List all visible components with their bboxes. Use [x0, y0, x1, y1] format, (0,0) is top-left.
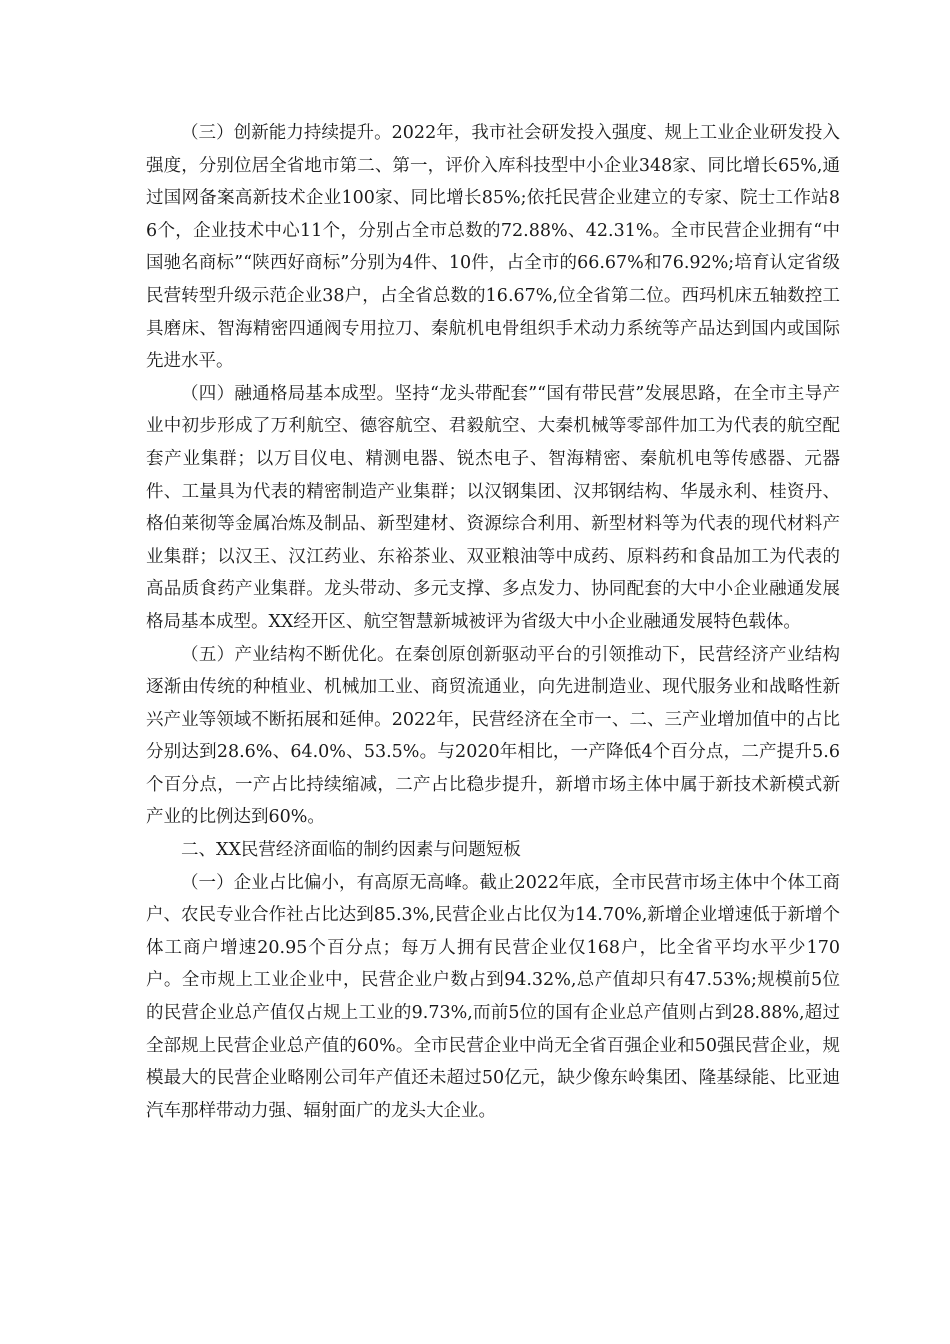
document-body	[146, 117, 840, 1127]
paragraph-industry-structure: （五）产业结构不断优化。在秦创原创新驱动平台的引领推动下，民营经济产业结构逐渐由传统的种植业、机械加工业、商贸流通业，向先进制造业、现代服务业和战略性新兴产业等领域不断拓展和延伸。2022年，民营经济在全市一、二、三产业增加值中的占比分别达到28.6%、64.0%、53.5%。与2020年相比，一产降低4个百分点，二产提升5.6个百分点，一产占比持续缩减，二产占比稳步提升，新增市场主体中属于新技术新模式新产业的比例达到60%。	[146, 644, 840, 828]
paragraph-innovation: （三）创新能力持续提升。2022年，我市社会研发投入强度、规上工业企业研发投入强度，分别位居全省地市第二、第一，评价入库科技型中小企业348家、同比增长65%,通过国网备案高新技术企业100家、同比增长85%;依托民营企业建立的专家、院士工作站86个，企业技术中心11个，分别占全市总数的72.88%、42.31%。全市民营企业拥有“中国驰名商标”“陕西好商标”分别为4件、10件，占全市的66.67%和76.92%;培育认定省级民营转型升级示范企业38户，占全省总数的16.67%,位全省第二位。西玛机床五轴数控工具磨床、智海精密四通阀专用拉刀、秦航机电骨组织手术动力系统等产品达到国内或国际先进水平。	[146, 123, 840, 372]
paragraph-integration: （四）融通格局基本成型。坚持“龙头带配套”“国有带民营”发展思路，在全市主导产业中初步形成了万利航空、德容航空、君毅航空、大秦机械等零部件加工为代表的航空配套产业集群；以万目仪电、精测电器、锐杰电子、智海精密、秦航机电等传感器、元器件、工量具为代表的精密制造产业集群；以汉钢集团、汉邦钢结构、华晟永利、桂资丹、格伯莱彻等金属冶炼及制品、新型建材、资源综合利用、新型材料等为代表的现代材料产业集群；以汉王、汉江药业、东裕茶业、双亚粮油等中成药、原料药和食品加工为代表的高品质食药产业集群。龙头带动、多元支撑、多点发力、协同配套的大中小企业融通发展格局基本成型。XX经开区、航空智慧新城被评为省级大中小企业融通发展特色载体。	[146, 383, 840, 632]
section-heading: 二、XX民营经济面临的制约因素与问题短板	[181, 840, 521, 861]
paragraph-enterprise-share: （一）企业占比偏小，有高原无高峰。截止2022年底，全市民营市场主体中个体工商户、农民专业合作社占比达到85.3%,民营企业占比仅为14.70%,新增企业增速低于新增个体工商户增速20.95个百分点；每万人拥有民营企业仅168户，比全省平均水平少170户。全市规上工业企业中，民营企业户数占到94.32%,总产值却只有47.53%;规模前5位的民营企业总产值仅占规上工业的9.73%,而前5位的国有企业总产值则占到28.88%,超过全部规上民营企业总产值的60%。全市民营企业中尚无全省百强企业和50强民营企业，规模最大的民营企业略刚公司年产值还未超过50亿元，缺少像东岭集团、隆基绿能、比亚迪汽车那样带动力强、辐射面广的龙头大企业。	[146, 872, 840, 1121]
